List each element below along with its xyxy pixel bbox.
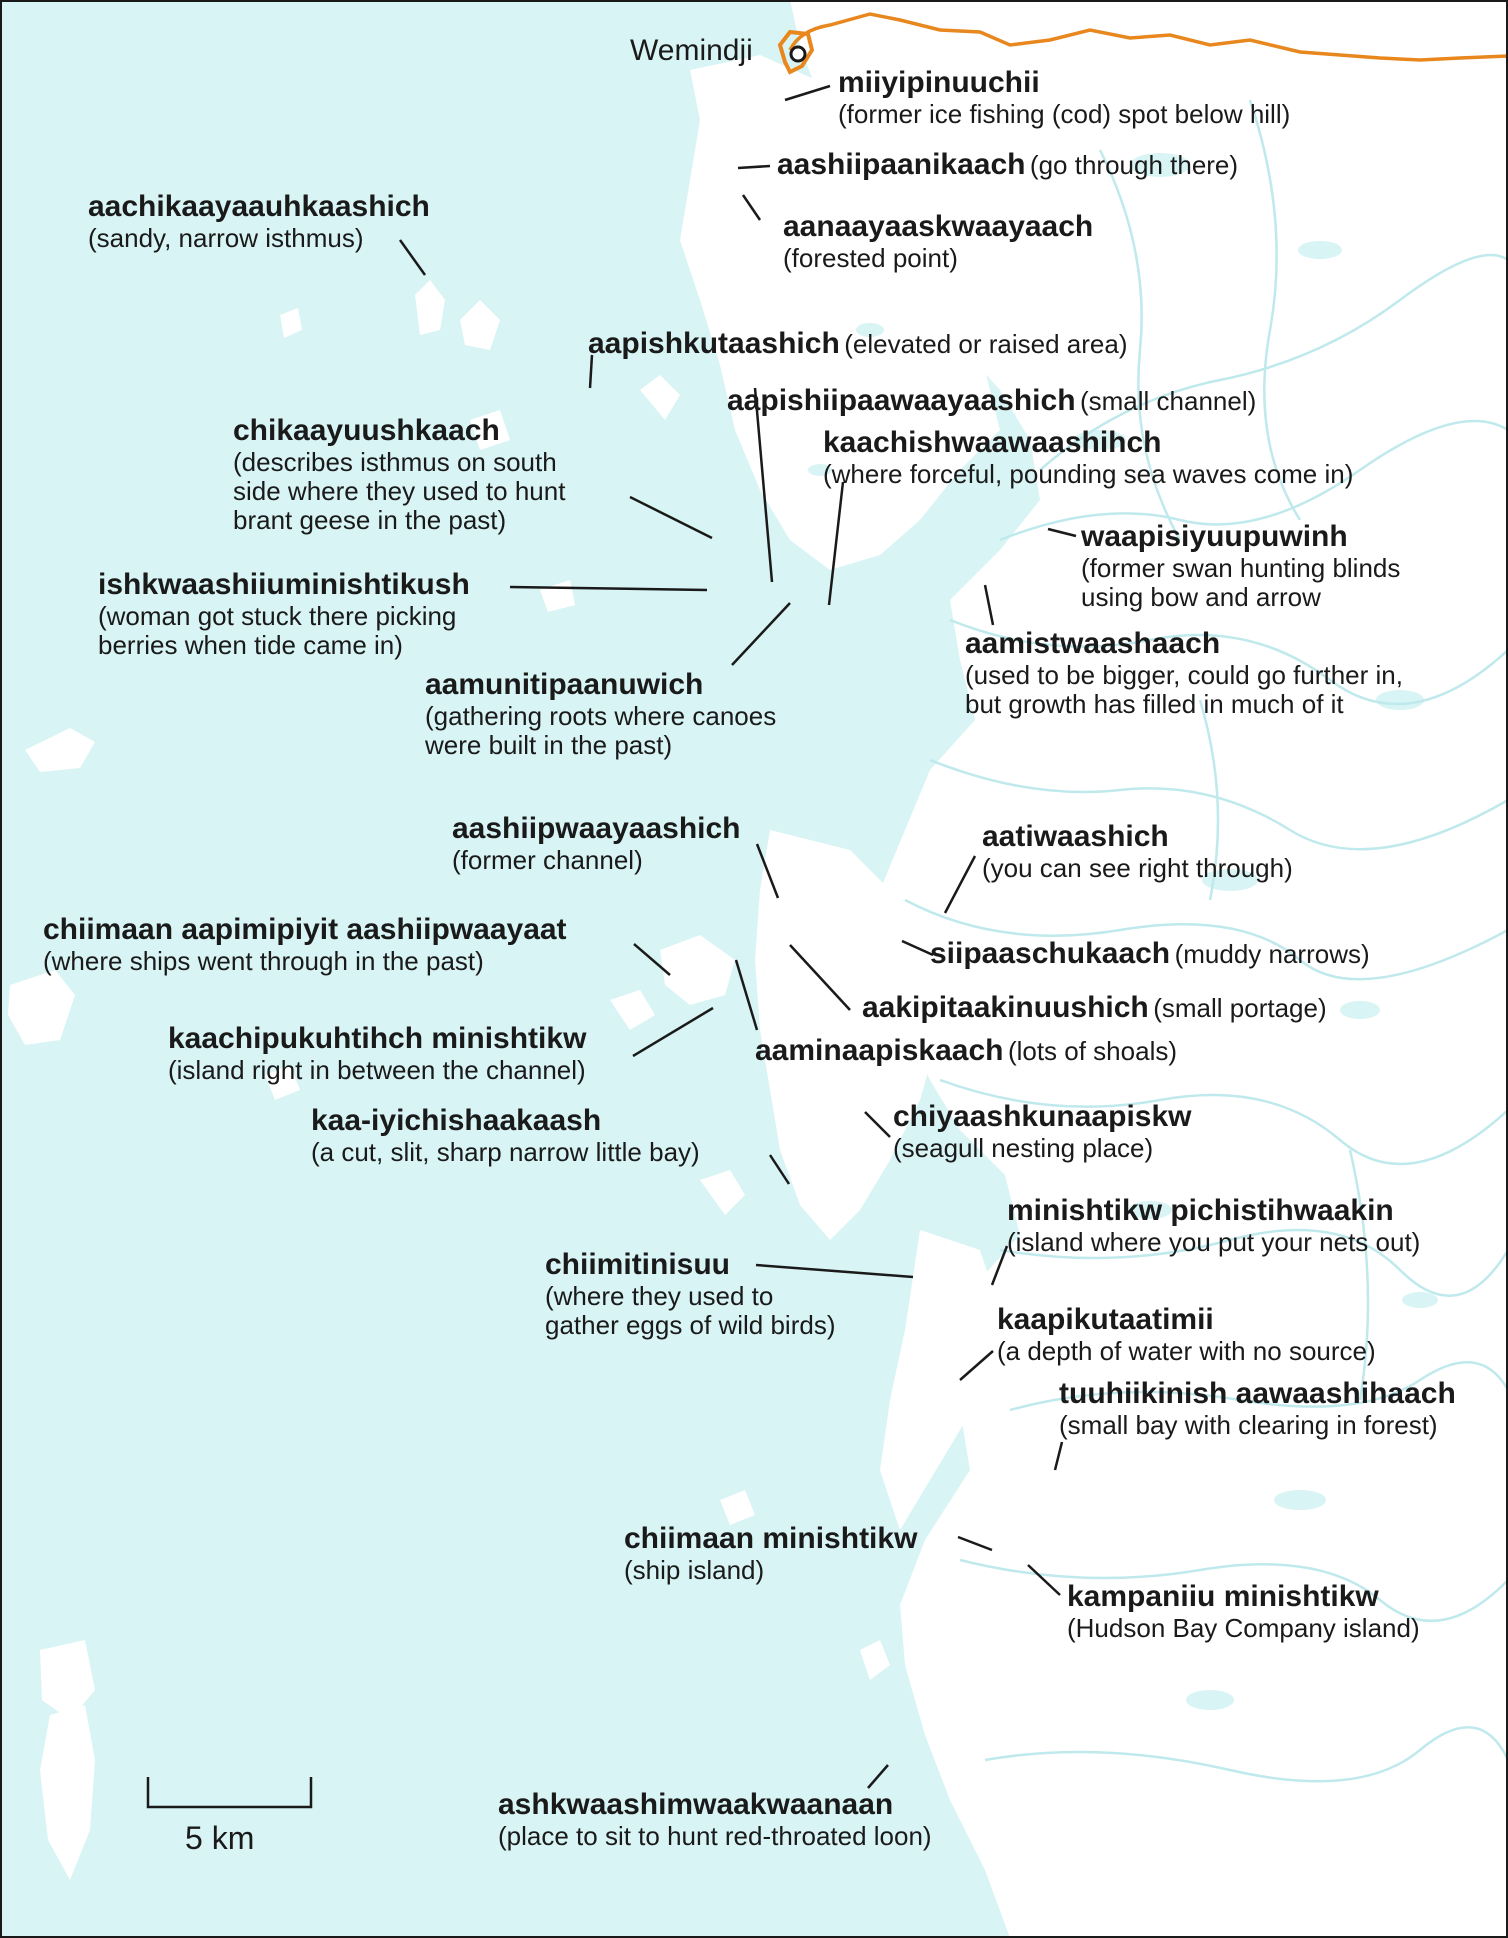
town-marker-icon bbox=[791, 47, 805, 61]
place-label: aapishiipaawaayaashich (small channel) bbox=[727, 384, 1257, 417]
place-label: aamistwaashaach (used to be bigger, could go further in, but growth has filled in much of it bbox=[965, 627, 1403, 719]
place-label: kaachipukuhtihch minishtikw (island right in between the channel) bbox=[168, 1022, 587, 1085]
place-label: siipaaschukaach (muddy narrows) bbox=[930, 937, 1370, 970]
place-label: kaapikutaatimii (a depth of water with no source) bbox=[997, 1303, 1376, 1366]
place-label: miiyipinuuchii (former ice fishing (cod) spot below hill) bbox=[838, 66, 1291, 129]
place-label: chiyaashkunaapiskw (seagull nesting place) bbox=[893, 1100, 1192, 1163]
place-label: ashkwaashimwaakwaanaan (place to sit to hunt red-throated loon) bbox=[498, 1788, 932, 1851]
place-label: aamunitipaanuwich (gathering roots where canoes were built in the past) bbox=[425, 668, 777, 760]
place-label: aaminaapiskaach (lots of shoals) bbox=[755, 1034, 1178, 1067]
place-label: kaachishwaawaashihch (where forceful, pounding sea waves come in) bbox=[823, 426, 1354, 489]
place-label: aachikaayaauhkaashich (sandy, narrow isthmus) bbox=[88, 190, 430, 253]
scale-label: 5 km bbox=[185, 1820, 255, 1856]
place-label: chiimaan aapimipiyit aashiipwaayaat (where ships went through in the past) bbox=[43, 913, 567, 976]
place-label: aakipitaakinuushich (small portage) bbox=[862, 991, 1327, 1024]
place-label: aashiipwaayaashich (former channel) bbox=[452, 812, 741, 875]
place-label: aapishkutaashich (elevated or raised area) bbox=[588, 327, 1128, 360]
place-label: aashiipaanikaach (go through there) bbox=[777, 148, 1239, 181]
place-label: ishkwaashiiuminishtikush (woman got stuck there picking berries when tide came in) bbox=[98, 568, 470, 660]
town-label: Wemindji bbox=[630, 34, 753, 67]
place-label: kaa-iyichishaakaash (a cut, slit, sharp narrow little bay) bbox=[311, 1104, 700, 1167]
place-label: chiimaan minishtikw (ship island) bbox=[624, 1522, 918, 1585]
place-label: kampaniiu minishtikw (Hudson Bay Company island) bbox=[1067, 1580, 1420, 1643]
place-label: tuuhiikinish aawaashihaach (small bay with clearing in forest) bbox=[1059, 1377, 1456, 1440]
place-label: aanaayaaskwaayaach (forested point) bbox=[783, 210, 1094, 273]
scale-bar bbox=[148, 1777, 311, 1807]
place-label: chiimitinisuu (where they used to gather eggs of wild birds) bbox=[545, 1248, 836, 1340]
place-label: minishtikw pichistihwaakin (island where you put your nets out) bbox=[1007, 1194, 1421, 1257]
place-label: waapisiyuupuwinh (former swan hunting blinds using bow and arrow bbox=[1081, 520, 1401, 612]
place-label: chikaayuushkaach (describes isthmus on south side where they used to hunt brant geese in the past) bbox=[233, 414, 566, 535]
place-label: aatiwaashich (you can see right through) bbox=[982, 820, 1293, 883]
